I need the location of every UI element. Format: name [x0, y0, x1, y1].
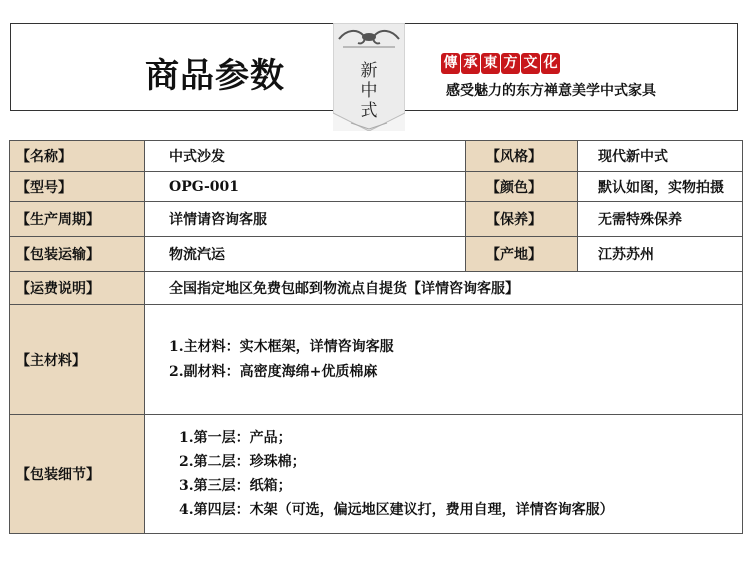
packaging-line: 4.第四层：木架（可选，偏远地区建议打，费用自理，详情咨询客服）	[179, 502, 614, 518]
table-row	[10, 415, 743, 534]
style-label: 【风格】	[466, 141, 578, 172]
care-label: 【保养】	[466, 202, 578, 237]
packaging-line: 1.第一层：产品；	[179, 430, 292, 446]
heritage-seal	[441, 53, 561, 75]
packaging-line: 2.第二层：珍珠棉；	[179, 454, 306, 470]
banner-subtitle: 感受魅力的东方禅意美学中式家具	[446, 83, 656, 99]
seal-char: 東	[481, 53, 500, 74]
table-row	[10, 237, 743, 272]
packaging-value	[145, 415, 743, 534]
packaging-label: 【包装细节】	[10, 415, 145, 534]
style-value: 现代新中式	[578, 141, 743, 172]
model-value: OPG-001	[145, 172, 466, 202]
origin-label: 【产地】	[466, 237, 578, 272]
material-line: 2.副材料：高密度海绵+优质棉麻	[169, 363, 378, 380]
spec-table	[9, 140, 743, 534]
table-row	[10, 172, 743, 202]
origin-value: 江苏苏州	[578, 237, 743, 272]
seal-char: 承	[461, 53, 480, 74]
name-value: 中式沙发	[145, 141, 466, 172]
color-value: 默认如图，实物拍摄	[578, 172, 743, 202]
table-row	[10, 202, 743, 237]
color-label: 【颜色】	[466, 172, 578, 202]
seal-char: 方	[501, 53, 520, 74]
emblem-char-xin: 新	[360, 61, 378, 81]
table-row	[10, 141, 743, 172]
table-row	[10, 272, 743, 305]
emblem-char-shi: 式	[360, 101, 378, 121]
model-label: 【型号】	[10, 172, 145, 202]
packaging-line: 3.第三层：纸箱；	[179, 478, 292, 494]
emblem-char-zhong: 中	[360, 81, 378, 101]
shipping-value: 全国指定地区免费包邮到物流点自提货【详情咨询客服】	[145, 272, 743, 305]
material-line: 1.主材料：实木框架，详情咨询客服	[169, 338, 394, 355]
transport-label: 【包装运输】	[10, 237, 145, 272]
cycle-label: 【生产周期】	[10, 202, 145, 237]
care-value: 无需特殊保养	[578, 202, 743, 237]
material-value	[145, 305, 743, 415]
shipping-label: 【运费说明】	[10, 272, 145, 305]
cycle-value: 详情请咨询客服	[145, 202, 466, 237]
seal-char: 傳	[441, 53, 460, 74]
name-label: 【名称】	[10, 141, 145, 172]
table-row	[10, 305, 743, 415]
material-label: 【主材料】	[10, 305, 145, 415]
transport-value: 物流汽运	[145, 237, 466, 272]
new-chinese-style-emblem	[333, 23, 405, 131]
seal-char: 文	[521, 53, 540, 74]
seal-char: 化	[541, 53, 560, 74]
page-title: 商品参数	[145, 56, 285, 96]
